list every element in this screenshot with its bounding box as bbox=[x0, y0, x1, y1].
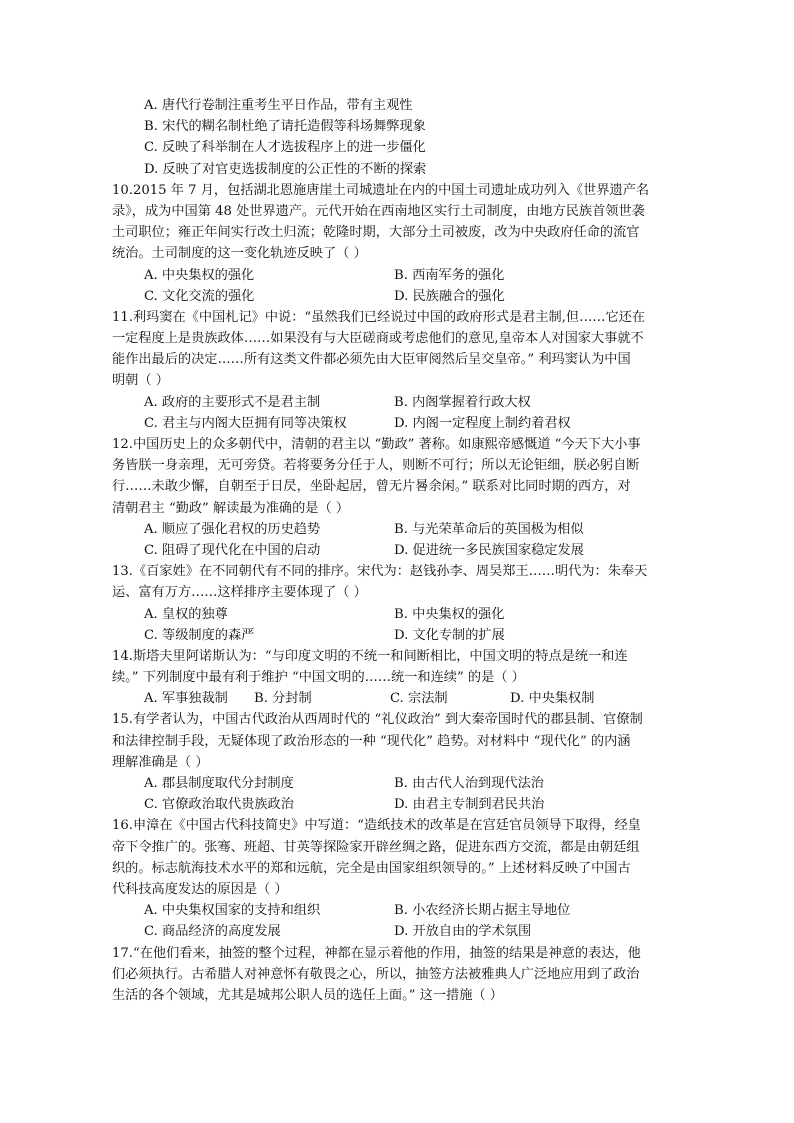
question-stem-text: 续。” 下列制度中最有利于维护 “中国文明的……统一和连续” 的是（ ） bbox=[112, 670, 525, 686]
question-stem-line bbox=[112, 328, 682, 349]
question-stem-line bbox=[112, 964, 682, 985]
answer-option-row bbox=[112, 519, 682, 540]
answer-option: C. 反映了科举制在人才选拔程序上的进一步僵化 bbox=[144, 140, 426, 156]
question-number: 11. bbox=[112, 309, 133, 325]
question-stem-text: 帝下令推广的。张骞、班超、甘英等探险家开辟丝绸之路，促进东西方交流，都是由朝廷组 bbox=[112, 839, 640, 855]
answer-option: A. 军事独裁制 bbox=[144, 691, 228, 707]
answer-option: D. 中央集权制 bbox=[510, 691, 595, 707]
answer-option: D. 文化专制的扩展 bbox=[394, 627, 505, 643]
answer-option: B. 分封制 bbox=[254, 691, 312, 707]
question-block bbox=[112, 434, 682, 561]
answer-option-row bbox=[112, 794, 682, 815]
answer-option: B. 由古代人治到现代法治 bbox=[394, 776, 544, 791]
question-stem-line bbox=[112, 498, 682, 519]
question-stem-text: 申漳在《中国古代科技简史》中写道：“造纸技术的改革是在宫廷官员领导下取得，经皇 bbox=[132, 818, 641, 834]
answer-option-row bbox=[112, 900, 682, 921]
question-number: 14. bbox=[112, 648, 133, 664]
question-number: 10. bbox=[112, 182, 133, 198]
question-stem-text: 《百家姓》在不同朝代有不同的排序。宋代为：赵钱孙李、周吴郑王……明代为：朱奉天 bbox=[132, 564, 648, 580]
question-block bbox=[112, 307, 682, 434]
question-list bbox=[112, 95, 682, 1006]
question-stem-line bbox=[112, 455, 682, 476]
question-stem-line bbox=[112, 985, 682, 1006]
answer-option: A. 政府的主要形式不是君主制 bbox=[144, 394, 321, 410]
answer-option: D. 民族融合的强化 bbox=[394, 288, 505, 304]
answer-option: A. 郡县制度取代分封制度 bbox=[144, 776, 294, 791]
answer-option-row bbox=[112, 625, 682, 646]
question-stem-text: 有学者认为，中国古代政治从西周时代的 “礼仪政治” 到大秦帝国时代的郡县制、官僚制 bbox=[132, 712, 643, 728]
answer-option-row bbox=[112, 392, 682, 413]
answer-option: C. 阻碍了现代化在中国的启动 bbox=[144, 542, 321, 558]
answer-option: D. 由君主专制到君民共治 bbox=[394, 797, 545, 813]
answer-option-row bbox=[112, 921, 682, 942]
answer-option: C. 文化交流的强化 bbox=[144, 288, 255, 304]
answer-option: B. 小农经济长期占据主导地位 bbox=[394, 903, 571, 919]
question-number: 13. bbox=[112, 564, 133, 580]
question-block bbox=[112, 709, 682, 815]
answer-option: A. 皇权的独尊 bbox=[144, 606, 228, 622]
question-block bbox=[112, 943, 682, 1007]
question-block bbox=[112, 180, 682, 307]
answer-option-row bbox=[112, 413, 682, 434]
answer-option: A. 中央集权国家的支持和组织 bbox=[144, 903, 321, 919]
question-stem-text: 斯塔夫里阿诺斯认为：“与印度文明的不统一和间断相比，中国文明的特点是统一和连 bbox=[132, 648, 628, 664]
question-stem-text: 清朝君主 “勤政” 解读最为准确的是（ ） bbox=[112, 500, 350, 516]
answer-option: C. 等级制度的森严 bbox=[144, 627, 255, 643]
question-stem-line bbox=[112, 752, 682, 773]
question-stem-line bbox=[112, 476, 682, 497]
question-stem-text: 土司职位；雍正年间实行改土归流；乾隆时期，大部分土司被废，改为中央政府任命的流官 bbox=[112, 225, 640, 241]
answer-option: B. 内阁掌握着行政大权 bbox=[394, 394, 531, 410]
answer-option: D. 开放自由的学术氛围 bbox=[394, 924, 532, 940]
question-stem-text: 能作出最后的决定……所有这类文件都必须先由大臣审阅然后呈交皇帝。” 利玛窦认为中国 bbox=[112, 352, 631, 368]
question-stem-text: 中国历史上的众多朝代中，清朝的君主以 “勤政” 著称。如康熙帝感慨道 “今天下大小事 bbox=[132, 437, 641, 452]
answer-option: C. 官僚政治取代贵族政治 bbox=[144, 797, 294, 813]
question-stem-first-line bbox=[112, 943, 682, 964]
question-stem-line bbox=[112, 667, 682, 688]
question-stem-first-line bbox=[112, 646, 682, 667]
question-stem-text: 一定程度上是贵族政体……如果没有与大臣磋商或考虑他们的意见,皇帝本人对国家大事就不 bbox=[112, 331, 644, 347]
question-number: 17. bbox=[112, 945, 133, 961]
question-block bbox=[112, 561, 682, 646]
answer-option: A. 中央集权的强化 bbox=[144, 267, 255, 283]
answer-option: C. 宗法制 bbox=[390, 691, 448, 707]
question-stem-line bbox=[112, 879, 682, 900]
question-stem-text: 利玛窦在《中国札记》中说：“虽然我们已经说过中国的政府形式是君主制,但……它还在 bbox=[132, 309, 646, 325]
question-stem-line bbox=[112, 243, 682, 264]
question-stem-line bbox=[112, 201, 682, 222]
answer-option-row bbox=[112, 286, 682, 307]
question-stem-text: 运、富有万方……这样排序主要体现了（ ） bbox=[112, 585, 367, 601]
question-stem-line bbox=[112, 731, 682, 752]
question-number: 15. bbox=[112, 712, 133, 728]
question-stem-line bbox=[112, 582, 682, 603]
question-block bbox=[112, 815, 682, 942]
question-stem-first-line bbox=[112, 815, 682, 836]
answer-option: B. 西南军务的强化 bbox=[394, 267, 505, 283]
question-stem-line bbox=[112, 370, 682, 391]
answer-option: A. 唐代行卷制注重考生平日作品，带有主观性 bbox=[144, 98, 413, 113]
answer-option: D. 内阁一定程度上制约着君权 bbox=[394, 415, 571, 431]
question-stem-text: 代科技高度发达的原因是（ ） bbox=[112, 881, 288, 897]
question-stem-text: 2015 年 7 月，包括湖北恩施唐崖土司城遗址在内的中国土司遗址成功列入《世界遗产名 bbox=[132, 182, 650, 198]
question-stem-text: 录》，成为中国第 48 处世界遗产。元代开始在西南地区实行土司制度，由地方民族首领世袭 bbox=[112, 203, 645, 219]
answer-option: B. 与光荣革命后的英国极为相似 bbox=[394, 521, 584, 537]
answer-option: C. 商品经济的高度发展 bbox=[144, 924, 281, 940]
question-stem-text: 务皆朕一身亲理，无可旁贷。若将要务分任于人，则断不可行；所以无论钜细，朕必躬自断 bbox=[112, 458, 640, 474]
question-stem-text: 行……未敢少懈，自朝至于日昃，坐卧起居，曾无片晷余闲。” 联系对比同时期的西方，对 bbox=[112, 479, 631, 495]
question-stem-text: 们必须执行。古希腊人对神意怀有敬畏之心，所以，抽签方法被雅典人广泛地应用到了政治 bbox=[112, 966, 640, 982]
question-stem-first-line bbox=[112, 307, 682, 328]
question-stem-first-line bbox=[112, 180, 682, 201]
question-stem-text: “在他们看来，抽签的整个过程，神都在显示着他的作用，抽签的结果是神意的表达，他 bbox=[132, 945, 641, 961]
question-stem-text: 织的。标志航海技术水平的郑和远航，完全是由国家组织领导的。” 上述材料反映了中国古 bbox=[112, 860, 631, 876]
question-number: 16. bbox=[112, 818, 133, 834]
question-stem-text: 和法律控制手段，无疑体现了政治形态的一种 “现代化” 趋势。对材料中 “现代化” 的内涵 bbox=[112, 733, 631, 749]
question-number: 12. bbox=[112, 437, 133, 452]
answer-option: C. 君主与内阁大臣拥有同等决策权 bbox=[144, 415, 347, 431]
question-stem-first-line bbox=[112, 561, 682, 582]
question-stem-text: 理解准确是（ ） bbox=[112, 754, 209, 770]
question-block bbox=[112, 95, 682, 180]
answer-option: A. 顺应了强化君权的历史趋势 bbox=[144, 521, 321, 537]
question-stem-line bbox=[112, 349, 682, 370]
question-stem-line bbox=[112, 858, 682, 879]
answer-option: B. 宋代的糊名制杜绝了请托造假等科场舞弊现象 bbox=[144, 119, 426, 135]
question-stem-line bbox=[112, 222, 682, 243]
question-stem-line bbox=[112, 837, 682, 858]
answer-option-row bbox=[112, 265, 682, 286]
answer-option-row bbox=[112, 604, 682, 625]
answer-option: D. 促进统一多民族国家稳定发展 bbox=[394, 542, 584, 558]
answer-option-row bbox=[112, 773, 682, 794]
question-block bbox=[112, 646, 682, 710]
question-stem-text: 明朝（ ） bbox=[112, 373, 169, 389]
question-stem-first-line bbox=[112, 434, 682, 455]
answer-option-row bbox=[112, 688, 682, 709]
answer-option: B. 中央集权的强化 bbox=[394, 606, 505, 622]
question-stem-first-line bbox=[112, 709, 682, 730]
answer-option: D. 反映了对官吏选拔制度的公正性的不断的探索 bbox=[144, 161, 427, 177]
question-stem-text: 生活的各个领域，尤其是城邦公职人员的选任上面。” 这一措施（ ） bbox=[112, 987, 503, 1003]
answer-option-row bbox=[112, 540, 682, 561]
question-stem-text: 统治。土司制度的这一变化轨迹反映了（ ） bbox=[112, 246, 367, 262]
